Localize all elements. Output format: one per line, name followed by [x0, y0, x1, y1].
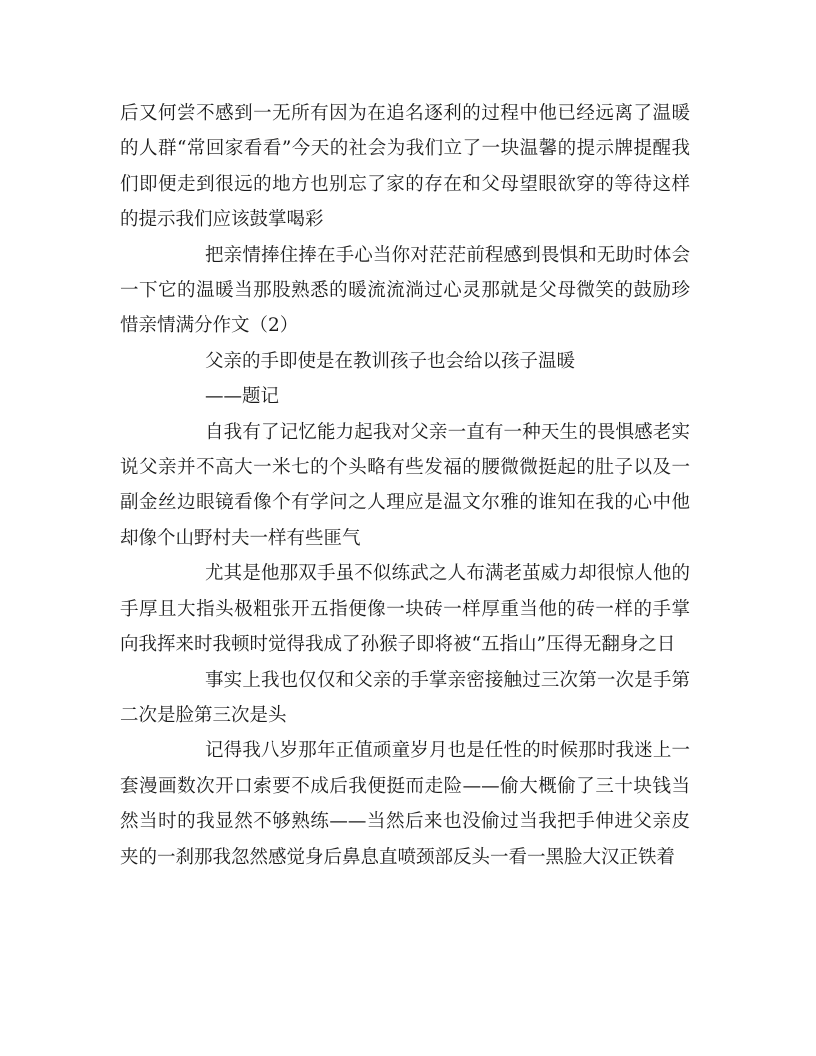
paragraph-8: 记得我八岁那年正值顽童岁月也是任性的时候那时我迷上一套漫画数次开口索要不成后我便挺而走险——偷大概偷了三十块钱当然当时的我显然不够熟练——当然后来也没偷过当我把手伸进父亲皮夹的一刹那我忽然感觉身后鼻息直喷颈部反头一看一黑脸大汉正铁着	[120, 740, 690, 868]
paragraph-3: 父亲的手即使是在教训孩子也会给以孩子温暖	[205, 350, 576, 372]
paragraph-5: 自我有了记忆能力起我对父亲一直有一种天生的畏惧感老实说父亲并不高大一米七的个头略有些发福的腰微微挺起的肚子以及一副金丝边眼镜看像个有学问之人理应是温文尔雅的谁知在我的心中他却像个山野村夫一样有些匪气	[120, 421, 690, 549]
paragraph-4: ——题记	[205, 386, 280, 408]
paragraph-2: 把亲情捧住捧在手心当你对茫茫前程感到畏惧和无助时体会一下它的温暖当那股熟悉的暖流流淌过心灵那就是父母微笑的鼓励珍惜亲情满分作文（2）	[120, 244, 690, 337]
paragraph-7: 事实上我也仅仅和父亲的手掌亲密接触过三次第一次是手第二次是脸第三次是头	[120, 669, 690, 726]
body-text	[120, 96, 690, 875]
paragraph-6: 尤其是他那双手虽不似练武之人布满老茧威力却很惊人他的手厚且大指头极粗张开五指便像一块砖一样厚重当他的砖一样的手掌向我挥来时我顿时觉得我成了孙猴子即将被“五指山”压得无翻身之日	[120, 563, 690, 656]
paragraph-1: 后又何尝不感到一无所有因为在追名逐利的过程中他已经远离了温暖的人群“常回家看看”今天的社会为我们立了一块温馨的提示牌提醒我们即便走到很远的地方也别忘了家的存在和父母望眼欲穿的等待这样的提示我们应该鼓掌喝彩	[120, 103, 690, 231]
